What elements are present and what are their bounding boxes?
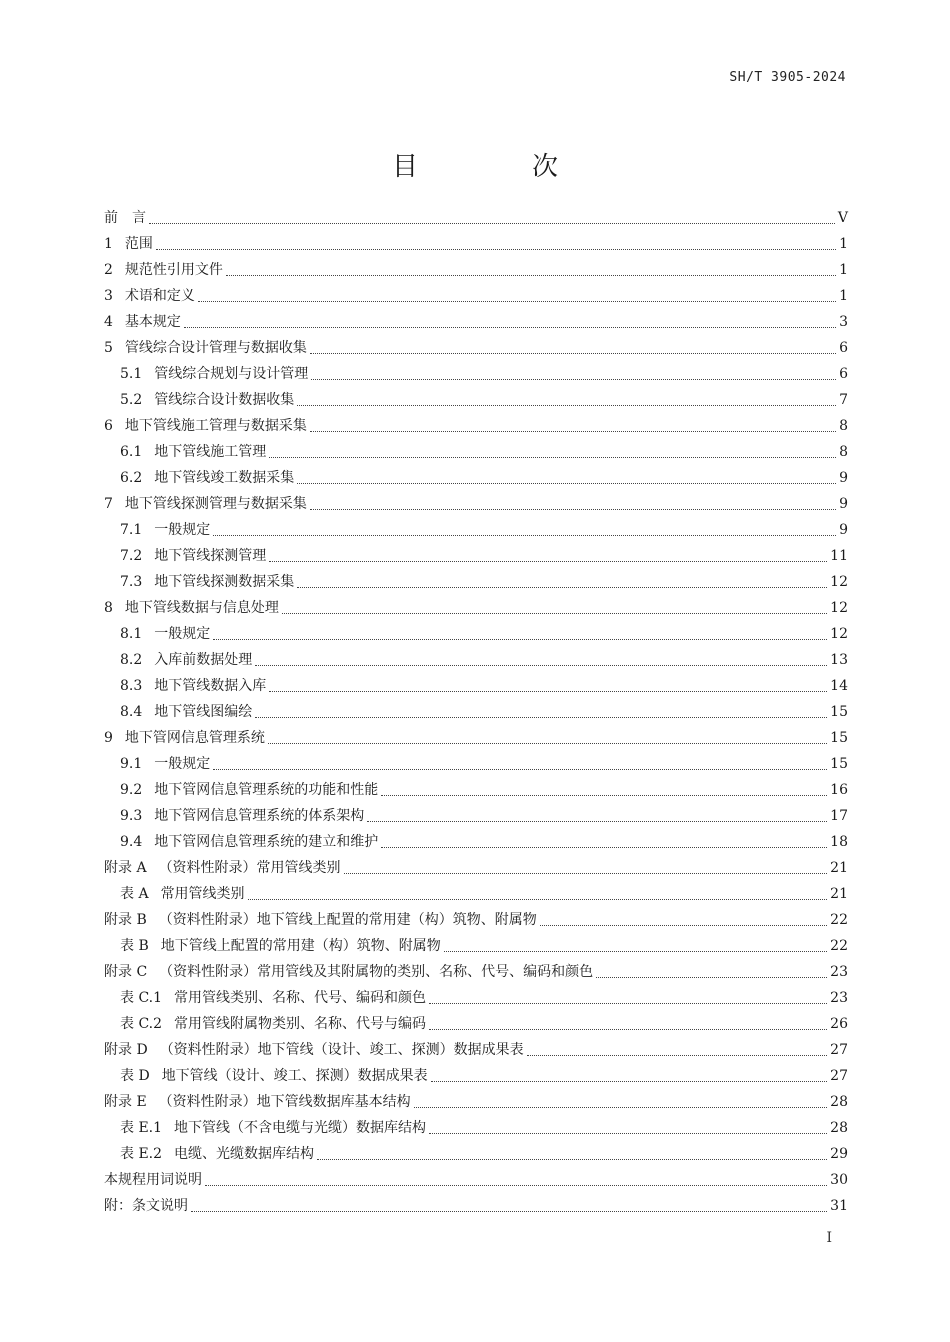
toc-entry[interactable] xyxy=(104,621,848,647)
toc-entry-title: 一般规定 xyxy=(154,522,211,538)
toc-dot-leader xyxy=(269,690,827,692)
toc-entry-title: 地下管线上配置的常用建（构）筑物、附属物 xyxy=(160,938,441,954)
toc-entry-page: 28 xyxy=(830,1094,848,1110)
toc-entry-title: （资料性附录）地下管线（设计、竣工、探测）数据成果表 xyxy=(159,1042,524,1058)
toc-dot-leader xyxy=(344,872,828,874)
toc-entry-page: 8 xyxy=(839,418,848,434)
toc-entry-number: 9.2 xyxy=(120,782,143,798)
toc-entry-page: 27 xyxy=(830,1042,848,1058)
toc-entry-title: 附：条文说明 xyxy=(104,1198,188,1214)
toc-entry-title: 地下管网信息管理系统的建立和维护 xyxy=(154,834,379,850)
toc-entry-page: 9 xyxy=(839,470,848,486)
toc-entry[interactable] xyxy=(104,959,848,985)
toc-entry-page: 15 xyxy=(830,704,848,720)
toc-entry-title: （资料性附录）常用管线类别 xyxy=(158,860,341,876)
toc-entry-page: 12 xyxy=(830,626,848,642)
toc-dot-leader xyxy=(311,378,836,380)
toc-dot-leader xyxy=(255,664,827,666)
toc-dot-leader xyxy=(248,898,828,900)
toc-dot-leader xyxy=(596,976,827,978)
toc-entry[interactable] xyxy=(104,257,848,283)
toc-entry-number: 表 B xyxy=(120,938,149,954)
toc-entry[interactable] xyxy=(104,1089,848,1115)
toc-dot-leader xyxy=(381,794,827,796)
toc-dot-leader xyxy=(317,1158,827,1160)
toc-entry-page: 29 xyxy=(830,1146,848,1162)
toc-entry-title: 地下管线数据入库 xyxy=(154,678,267,694)
toc-entry-title: 地下管线图编绘 xyxy=(154,704,253,720)
toc-dot-leader xyxy=(540,924,827,926)
toc-entry-number: 表 E.2 xyxy=(120,1146,163,1162)
toc-dot-leader xyxy=(213,638,827,640)
toc-entry-title: 规范性引用文件 xyxy=(124,262,223,278)
toc-entry[interactable] xyxy=(104,777,848,803)
toc-entry[interactable] xyxy=(104,231,848,257)
toc-entry-page: V xyxy=(837,210,848,226)
toc-entry[interactable] xyxy=(104,1011,848,1037)
toc-entry[interactable] xyxy=(104,491,848,517)
toc-entry-number: 8.4 xyxy=(120,704,143,720)
toc-entry-page: 6 xyxy=(839,366,848,382)
toc-entry[interactable] xyxy=(104,517,848,543)
toc-entry[interactable] xyxy=(104,569,848,595)
toc-dot-leader xyxy=(431,1080,827,1082)
toc-entry[interactable] xyxy=(104,751,848,777)
toc-entry-number: 附录 A xyxy=(104,860,147,876)
toc-entry[interactable] xyxy=(104,803,848,829)
toc-dot-leader xyxy=(310,430,836,432)
toc-entry[interactable] xyxy=(104,933,848,959)
toc-dot-leader xyxy=(282,612,827,614)
toc-dot-leader xyxy=(297,586,827,588)
toc-entry-title: 地下管线（不含电缆与光缆）数据库结构 xyxy=(174,1120,427,1136)
toc-dot-leader xyxy=(297,482,836,484)
toc-entry-title: 地下管线探测数据采集 xyxy=(154,574,295,590)
toc-dot-leader xyxy=(381,846,827,848)
toc-dot-leader xyxy=(414,1106,828,1108)
toc-entry[interactable] xyxy=(104,595,848,621)
toc-entry-number: 2 xyxy=(104,262,113,278)
toc-entry-page: 23 xyxy=(830,964,848,980)
toc-dot-leader xyxy=(191,1210,827,1212)
toc-entry-number: 8 xyxy=(104,600,113,616)
toc-entry-page: 11 xyxy=(830,548,848,564)
toc-entry[interactable] xyxy=(104,1141,848,1167)
toc-entry-number: 7 xyxy=(104,496,113,512)
toc-entry-title: 地下管线数据与信息处理 xyxy=(124,600,279,616)
toc-entry-page: 15 xyxy=(830,756,848,772)
toc-entry-number: 9.4 xyxy=(120,834,143,850)
toc-dot-leader xyxy=(527,1054,827,1056)
table-of-contents xyxy=(104,205,848,1219)
toc-entry-page: 26 xyxy=(830,1016,848,1032)
toc-dot-leader xyxy=(184,326,836,328)
toc-entry-title: 地下管线探测管理与数据采集 xyxy=(124,496,307,512)
toc-entry-page: 16 xyxy=(830,782,848,798)
toc-dot-leader xyxy=(269,456,836,458)
toc-entry-title: 管线综合规划与设计管理 xyxy=(154,366,309,382)
toc-entry-number: 9.3 xyxy=(120,808,143,824)
toc-entry[interactable] xyxy=(104,673,848,699)
toc-entry-title: 地下管网信息管理系统的功能和性能 xyxy=(154,782,379,798)
toc-entry[interactable] xyxy=(104,387,848,413)
toc-entry[interactable] xyxy=(104,1167,848,1193)
toc-dot-leader xyxy=(297,404,836,406)
toc-entry-page: 1 xyxy=(839,288,848,304)
toc-dot-leader xyxy=(367,820,827,822)
toc-entry-title: 一般规定 xyxy=(154,756,211,772)
toc-entry[interactable] xyxy=(104,829,848,855)
toc-entry-title: （资料性附录）地下管线数据库基本结构 xyxy=(158,1094,411,1110)
toc-entry-number: 1 xyxy=(104,236,113,252)
toc-entry[interactable] xyxy=(104,543,848,569)
toc-dot-leader xyxy=(429,1002,827,1004)
toc-entry-page: 30 xyxy=(830,1172,848,1188)
toc-entry[interactable] xyxy=(104,881,848,907)
toc-entry[interactable] xyxy=(104,1037,848,1063)
toc-entry-number: 表 E.1 xyxy=(120,1120,163,1136)
toc-entry-number: 7.1 xyxy=(120,522,143,538)
toc-dot-leader xyxy=(429,1132,827,1134)
toc-entry[interactable] xyxy=(104,439,848,465)
toc-entry-number: 6.1 xyxy=(120,444,143,460)
toc-entry-title: 地下管线探测管理 xyxy=(154,548,267,564)
toc-entry-title: 常用管线附属物类别、名称、代号与编码 xyxy=(174,1016,427,1032)
toc-entry-page: 15 xyxy=(830,730,848,746)
toc-entry[interactable] xyxy=(104,985,848,1011)
toc-entry-title: 入库前数据处理 xyxy=(154,652,253,668)
toc-entry-page: 17 xyxy=(830,808,848,824)
toc-entry[interactable] xyxy=(104,699,848,725)
toc-entry-number: 8.3 xyxy=(120,678,143,694)
toc-entry-page: 21 xyxy=(830,860,848,876)
toc-entry-number: 表 D xyxy=(120,1068,150,1084)
toc-entry[interactable] xyxy=(104,335,848,361)
toc-entry-page: 22 xyxy=(830,912,848,928)
toc-entry[interactable] xyxy=(104,413,848,439)
toc-entry-title: 前 言 xyxy=(104,210,146,226)
toc-entry[interactable] xyxy=(104,1193,848,1219)
toc-entry-title: 地下管线（设计、竣工、探测）数据成果表 xyxy=(161,1068,428,1084)
toc-dot-leader xyxy=(269,560,827,562)
toc-entry-page: 1 xyxy=(839,236,848,252)
toc-entry[interactable] xyxy=(104,725,848,751)
toc-entry[interactable] xyxy=(104,361,848,387)
toc-entry-title: 地下管网信息管理系统 xyxy=(124,730,265,746)
toc-entry[interactable] xyxy=(104,907,848,933)
toc-dot-leader xyxy=(268,742,827,744)
toc-entry-page: 23 xyxy=(830,990,848,1006)
toc-entry-title: 基本规定 xyxy=(124,314,181,330)
toc-entry-page: 21 xyxy=(830,886,848,902)
document-code: SH/T 3905-2024 xyxy=(729,70,846,85)
toc-entry-number: 4 xyxy=(104,314,113,330)
toc-entry[interactable] xyxy=(104,283,848,309)
toc-dot-leader xyxy=(198,300,836,302)
toc-entry-number: 7.2 xyxy=(120,548,143,564)
toc-dot-leader xyxy=(213,534,836,536)
toc-dot-leader xyxy=(429,1028,827,1030)
toc-entry-title: 地下管线竣工数据采集 xyxy=(154,470,295,486)
toc-entry-page: 31 xyxy=(830,1198,848,1214)
toc-entry[interactable] xyxy=(104,465,848,491)
page-number: I xyxy=(826,1230,832,1246)
toc-entry-page: 9 xyxy=(839,522,848,538)
toc-entry[interactable] xyxy=(104,855,848,881)
toc-entry-number: 5.2 xyxy=(120,392,143,408)
toc-entry-number: 附录 D xyxy=(104,1042,148,1058)
toc-entry-number: 9 xyxy=(104,730,113,746)
toc-entry-page: 22 xyxy=(830,938,848,954)
toc-entry-number: 6.2 xyxy=(120,470,143,486)
toc-entry[interactable] xyxy=(104,1115,848,1141)
toc-entry[interactable] xyxy=(104,205,848,231)
toc-dot-leader xyxy=(310,352,836,354)
toc-entry-number: 附录 C xyxy=(104,964,148,980)
toc-entry-title: 地下管线施工管理与数据采集 xyxy=(124,418,307,434)
toc-entry-title: 范围 xyxy=(124,236,153,252)
toc-entry-page: 8 xyxy=(839,444,848,460)
toc-entry[interactable] xyxy=(104,309,848,335)
toc-entry-page: 6 xyxy=(839,340,848,356)
toc-entry-page: 12 xyxy=(830,574,848,590)
toc-dot-leader xyxy=(255,716,827,718)
toc-entry-title: （资料性附录）地下管线上配置的常用建（构）筑物、附属物 xyxy=(158,912,537,928)
toc-entry-number: 7.3 xyxy=(120,574,143,590)
toc-entry-number: 表 C.2 xyxy=(120,1016,163,1032)
toc-entry-page: 12 xyxy=(830,600,848,616)
toc-entry-title: 一般规定 xyxy=(154,626,211,642)
toc-entry-number: 6 xyxy=(104,418,113,434)
toc-entry-number: 8.1 xyxy=(120,626,143,642)
toc-dot-leader xyxy=(444,950,827,952)
toc-dot-leader xyxy=(149,222,835,224)
toc-entry-page: 28 xyxy=(830,1120,848,1136)
toc-entry-page: 18 xyxy=(830,834,848,850)
toc-entry-page: 3 xyxy=(839,314,848,330)
toc-entry-number: 3 xyxy=(104,288,113,304)
toc-entry-number: 表 A xyxy=(120,886,149,902)
toc-dot-leader xyxy=(156,248,836,250)
toc-entry-page: 7 xyxy=(839,392,848,408)
toc-entry-title: 地下管线施工管理 xyxy=(154,444,267,460)
toc-entry-title: 本规程用词说明 xyxy=(104,1172,202,1188)
toc-entry-page: 1 xyxy=(839,262,848,278)
toc-entry[interactable] xyxy=(104,1063,848,1089)
toc-entry-number: 表 C.1 xyxy=(120,990,163,1006)
toc-dot-leader xyxy=(213,768,827,770)
toc-entry-title: 常用管线类别、名称、代号、编码和颜色 xyxy=(174,990,427,1006)
toc-entry-page: 9 xyxy=(839,496,848,512)
toc-entry-number: 8.2 xyxy=(120,652,143,668)
toc-entry-title: 地下管网信息管理系统的体系架构 xyxy=(154,808,365,824)
toc-entry-number: 附录 B xyxy=(104,912,147,928)
toc-entry-number: 9.1 xyxy=(120,756,143,772)
toc-dot-leader xyxy=(310,508,836,510)
toc-entry-title: （资料性附录）常用管线及其附属物的类别、名称、代号、编码和颜色 xyxy=(159,964,594,980)
toc-dot-leader xyxy=(226,274,836,276)
page-title: 目 次 xyxy=(391,152,602,182)
toc-entry-number: 附录 E xyxy=(104,1094,147,1110)
toc-entry-page: 13 xyxy=(830,652,848,668)
toc-entry-title: 常用管线类别 xyxy=(160,886,245,902)
toc-entry-number: 5 xyxy=(104,340,113,356)
toc-entry-number: 5.1 xyxy=(120,366,143,382)
toc-entry-title: 电缆、光缆数据库结构 xyxy=(174,1146,315,1162)
toc-entry-title: 管线综合设计管理与数据收集 xyxy=(124,340,307,356)
toc-dot-leader xyxy=(205,1184,827,1186)
toc-entry-page: 27 xyxy=(830,1068,848,1084)
toc-entry-title: 术语和定义 xyxy=(124,288,195,304)
toc-entry-title: 管线综合设计数据收集 xyxy=(154,392,295,408)
toc-entry-page: 14 xyxy=(830,678,848,694)
toc-entry[interactable] xyxy=(104,647,848,673)
